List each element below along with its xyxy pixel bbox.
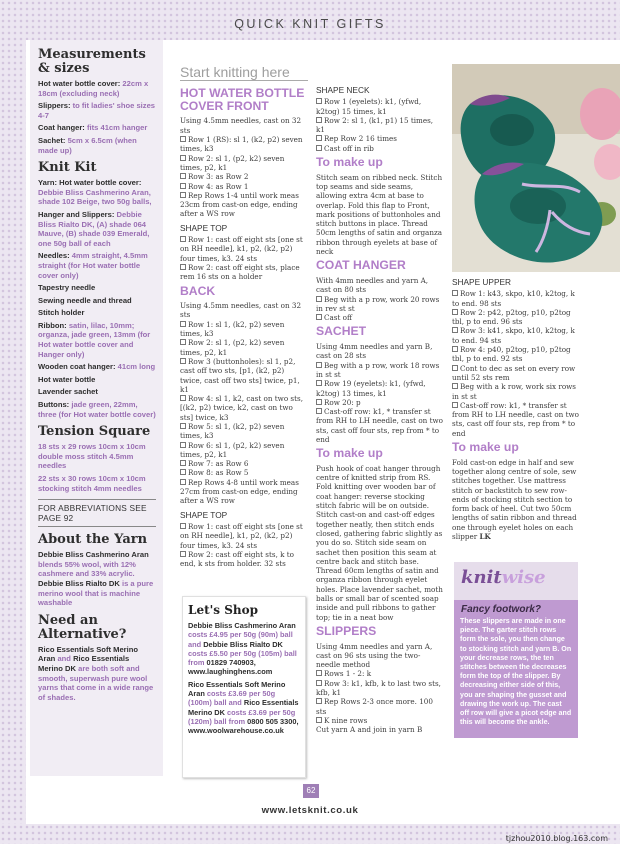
sachet-intro: Using 4mm needles and yarn B, cast on 28 sts: [316, 342, 433, 361]
spec-item: [38, 123, 156, 133]
make-up-heading-3: To make up: [452, 440, 519, 455]
pattern-row-text: Row 4: as Row 1: [188, 181, 249, 191]
make-up-heading-2: To make up: [316, 446, 383, 461]
slippers-photo: [452, 64, 620, 272]
checkbox-icon[interactable]: [180, 183, 186, 189]
pattern-row: [180, 182, 308, 191]
back-intro: Using 4.5mm needles, cast on 32 sts: [180, 301, 302, 320]
pattern-row: [316, 144, 444, 153]
shop-entry-1: Debbie Bliss Cashmerino Aran costs £4.95 per 50g (90m) ball and Debbie Bliss Rialto DK costs £5.50 per 50g (105m) ball from 01829 740903, www.laughinghens.com: [188, 621, 297, 677]
pattern-row-text: Cont to dec as set on every row until 52 sts rem: [452, 363, 576, 382]
make-up-heading-1: To make up: [316, 155, 383, 170]
pattern-row: [452, 345, 582, 364]
pattern-row: [316, 97, 444, 116]
pattern-row: [316, 398, 444, 407]
pattern-row-text: Cast-off row: k1, * transfer st from RH to LH needle, cast on two sts, cast off four sts, rep from * to end: [316, 407, 443, 444]
pattern-row: [180, 441, 308, 460]
pattern-row-text: Row 1: sl 1, (k2, p2) seven times, k3: [180, 319, 285, 339]
pattern-row-text: Row 5: sl 1, (k2, p2) seven times, k3: [180, 421, 285, 441]
abbreviations-note[interactable]: FOR ABBREVIATIONS SEE PAGE 92: [38, 499, 156, 527]
spec-value: Debbie Bliss Cashmerino Aran, shade 102 Beige, two 50g balls,: [38, 187, 152, 207]
pattern-row: [180, 154, 308, 173]
pattern-row-text: Row 3: k41, skpo, k10, k2tog, k to end. 94 sts: [452, 326, 575, 345]
spec-label: Slippers:: [38, 101, 71, 111]
checkbox-icon[interactable]: [180, 192, 186, 198]
sachet-heading: SACHET: [316, 324, 367, 339]
back-rows: [180, 320, 308, 506]
checkbox-icon[interactable]: [180, 358, 186, 364]
checkbox-icon[interactable]: [452, 365, 458, 371]
spec-label: Sewing needle and thread: [38, 295, 132, 305]
kit-heading: Knit Kit: [38, 160, 97, 176]
column-4: [452, 278, 582, 541]
spec-label: Wooden coat hanger:: [38, 362, 116, 372]
checkbox-icon[interactable]: [316, 135, 322, 141]
pattern-row-text: Row 1: cast off eight sts [one st on RH needle], k1, p2, (k2, p2) four times, k3. 24 sts: [180, 235, 303, 263]
spec-item: [38, 178, 156, 207]
checkbox-icon[interactable]: [316, 408, 322, 414]
pattern-row: [316, 116, 444, 135]
spec-value: 5cm x 6.5cm (when made up): [38, 135, 137, 155]
spec-label: Hot water bottle cover:: [38, 79, 121, 88]
shape-top-1-rows: [180, 235, 308, 281]
checkbox-icon[interactable]: [180, 155, 186, 161]
pattern-row-text: Row 3: as Row 2: [188, 172, 249, 182]
column-1: [180, 64, 308, 569]
lets-shop-box: [182, 596, 306, 778]
pattern-row: [180, 522, 308, 550]
checkbox-icon[interactable]: [316, 717, 322, 723]
shape-upper-heading: SHAPE UPPER: [452, 277, 512, 287]
spec-label: Needles:: [38, 251, 70, 261]
pattern-row: [180, 468, 308, 477]
pattern-row-text: Row 2: p42, p2tog, p10, p2tog tbl, p to end. 96 sts: [452, 307, 571, 327]
pattern-row: [180, 338, 308, 357]
checkbox-icon[interactable]: [316, 314, 322, 320]
pattern-row-text: Beg with a p row, work 18 rows in st st: [316, 360, 440, 379]
checkbox-icon[interactable]: [316, 380, 322, 386]
checkbox-icon[interactable]: [180, 339, 186, 345]
coat-hanger-intro: With 4mm needles and yarn A, cast on 80 sts: [316, 275, 429, 295]
pattern-row: [180, 135, 308, 154]
hwb-heading: HOT WATER BOTTLE COVER FRONT: [180, 86, 305, 113]
sidebar: [30, 40, 163, 776]
pattern-row: [452, 308, 582, 327]
spec-item: [38, 321, 156, 359]
spec-value: Debbie Bliss Rialto DK, (A) shade 064 Mauve, (B) shade 039 Emerald, one 50g ball of each: [38, 209, 150, 248]
pattern-row: [316, 407, 444, 444]
spec-item: [38, 79, 156, 98]
slippers-end: Cut yarn A and join in yarn B: [316, 725, 423, 735]
spec-label: Hanger and Slippers:: [38, 209, 115, 219]
pattern-row-text: Row 7: as Row 6: [188, 459, 249, 469]
spec-label: Tapestry needle: [38, 283, 96, 293]
shape-top-heading-2: SHAPE TOP: [180, 509, 228, 520]
pattern-row-text: Row 4: sl 1, k2, cast on two sts, [(k2, p2) twice, k2, cast on two sts] twice, k3: [180, 394, 303, 422]
pattern-row-text: Beg with a p row, work 20 rows in rev st st: [316, 294, 440, 313]
pattern-row: [452, 401, 582, 438]
spec-label: Ribbon:: [38, 320, 67, 330]
checkbox-icon[interactable]: [316, 670, 322, 676]
tension-1: 18 sts x 29 rows 10cm x 10cm double moss stitch 4.5mm needles: [38, 442, 146, 471]
back-heading: BACK: [180, 283, 216, 298]
pattern-row: [452, 289, 582, 308]
spec-item: [38, 210, 156, 248]
spec-item: [38, 136, 156, 155]
checkbox-icon[interactable]: [452, 346, 458, 352]
pattern-row-text: Row 1 (eyelets): k1, (yfwd, k2tog) 15 times, k1: [316, 97, 422, 116]
pattern-row-text: Row 1: k43, skpo, k10, k2tog, k to end. 98 sts: [452, 289, 575, 308]
shape-neck-rows: [316, 97, 444, 153]
checkbox-icon[interactable]: [180, 469, 186, 475]
pattern-row: [180, 422, 308, 441]
checkbox-icon[interactable]: [180, 523, 186, 529]
pattern-row: [452, 364, 582, 383]
shape-neck-heading: SHAPE NECK: [316, 85, 370, 95]
pattern-row-text: Row 2: cast off eight sts, k to end, k sts from holder. 32 sts: [180, 549, 294, 569]
pattern-row-text: Row 19 (eyelets): k1, (yfwd, k2tog) 13 times, k1: [316, 379, 426, 398]
pattern-row-text: Row 20: p: [324, 397, 361, 407]
checkbox-icon[interactable]: [316, 399, 322, 405]
pattern-row: [180, 263, 308, 282]
pattern-row: [452, 382, 582, 401]
spec-value: satin, lilac, 10mm; organza, jade green, 13mm (for Hot water bottle cover and Hanger only): [38, 320, 151, 359]
pattern-row: [180, 191, 308, 219]
checkbox-icon[interactable]: [180, 136, 186, 142]
spec-value: 22cm x 18cm (excluding neck): [38, 79, 149, 98]
measurements-list: [38, 79, 156, 155]
checkbox-icon[interactable]: [316, 145, 322, 151]
spec-label: Lavender sachet: [38, 387, 98, 397]
knitwise-subtitle: Fancy footwork?: [461, 604, 542, 615]
make-up-text-2: Push hook of coat hanger through centre of knitted strip from RS. Fold knitting over wooden bar of coat hanger: reverse stocking stitch fabric will be on outside. Stitch cast-on and cast-off edges together neatly, then stitch ends closed, gathering fabric slightly as you do so. Stitch side seam on sachet then position this seam at centre back and stitch base. Thread 60cm lengths of satin and organza ribbon through eyelet holes. Place lavender sachet, moth balls or small bar of scented soap inside and pull ribbons to gather top; tie in a neat bow: [316, 463, 443, 622]
pattern-row-text: Rep Rows 2-3 once more. 100 sts: [316, 697, 433, 716]
header-bar: [0, 0, 620, 40]
pattern-row: [316, 716, 444, 725]
pattern-row-text: Rep Rows 1-4 until work meas 23cm from cast-on edge, ending after a WS row: [180, 190, 299, 219]
yarn-heading: About the Yarn: [38, 532, 148, 548]
spec-item: [38, 296, 156, 306]
pattern-row: [180, 459, 308, 468]
checkbox-icon[interactable]: [452, 290, 458, 296]
spec-item: [38, 101, 156, 120]
pattern-row-text: Row 2: sl 1, (p2, k2) seven times, p2, k1: [180, 153, 285, 172]
spec-item: [38, 308, 156, 318]
footer-url[interactable]: www.letsknit.co.uk: [261, 805, 359, 816]
pattern-row-text: Cast off: [324, 313, 353, 323]
checkbox-icon[interactable]: [316, 362, 322, 368]
start-knitting-heading: Start knitting here: [180, 68, 308, 81]
hwb-intro: Using 4.5mm needles, cast on 32 sts: [180, 116, 302, 135]
checkbox-icon[interactable]: [180, 479, 186, 485]
spec-value: 41cm long: [117, 362, 156, 372]
measurements-heading: Measurements & sizes: [38, 47, 146, 76]
checkbox-icon[interactable]: [180, 264, 186, 270]
make-up-text-3: Fold cast-on edge in half and sew together along centre of sole, sew stitches together. Use mattress stitch or backstitch to sew row-ends of stocking stitch section to form back of heel. Cut two 50cm lengths of satin ribbon and thread one through eyelet holes on each slipper LK: [452, 457, 577, 542]
spec-value: to fit ladies' shoe sizes 4-7: [38, 101, 156, 120]
checkbox-icon[interactable]: [316, 698, 322, 704]
knitwise-logo: knitwise: [461, 567, 546, 588]
slippers-intro: Using 4mm needles and yarn A, cast on 96 sts using the two-needle method: [316, 641, 433, 670]
pattern-row: [180, 550, 308, 569]
checkbox-icon[interactable]: [180, 442, 186, 448]
checkbox-icon[interactable]: [452, 309, 458, 315]
checkbox-icon[interactable]: [180, 236, 186, 242]
spec-label: Stitch holder: [38, 308, 85, 318]
knitwise-text: These slippers are made in one piece. The garter stitch rows form the sole, you then change to stocking stitch and yarn B. On your decrease rows, the ten stitches between the decreases form the top of the slipper. By decreasing either side of this, you are shaping the gusset and drawing the work up. The cast off row will give a picot edge and this will become the ankle.: [460, 617, 572, 727]
checkbox-icon[interactable]: [180, 321, 186, 327]
yarn-text: Debbie Bliss Cashmerino Aran blends 55% wool, with 12% cashmere and 33% acrylic. Debbie Bliss Rialto DK is a pure merino wool that is machine washable: [38, 550, 154, 608]
shop-entry-2: Rico Essentials Soft Merino Aran costs £3.69 per 50g (100m) ball and Rico Essentials Merino DK costs £3.69 per 50g (120m) ball from 0800 505 3300, www.woolwarehouse.co.uk: [188, 679, 299, 736]
pattern-row: [180, 320, 308, 339]
slippers-rows: [316, 669, 444, 725]
alternative-text: Rico Essentials Soft Merino Aran and Rico Essentials Merino DK are both soft and smooth, superwash pure wool yarns that come in a wide range of shades.: [38, 644, 154, 702]
pattern-row-text: Row 2: sl 1, (p2, k2) seven times, p2, k1: [180, 338, 285, 357]
shape-top-2-rows: [180, 522, 308, 568]
pattern-row-text: K nine rows: [324, 715, 368, 725]
pattern-row-text: Rows 1 - 2: k: [324, 669, 372, 679]
spec-label: Hot water bottle: [38, 374, 96, 384]
slippers-heading: SLIPPERS: [316, 623, 377, 638]
checkbox-icon[interactable]: [316, 98, 322, 104]
hwb-rows: [180, 135, 308, 219]
pattern-row-text: Row 3: k1, kfb, k to last two sts, kfb, k1: [316, 678, 441, 697]
pattern-row-text: Rep Row 2 16 times: [324, 134, 397, 144]
checkbox-icon[interactable]: [180, 395, 186, 401]
pattern-row: [180, 478, 308, 506]
page-section-title: QUICK KNIT GIFTS: [234, 17, 386, 31]
spec-value: jade green, 22mm, three (for Hot water bottle cover): [38, 400, 156, 419]
page-number: 62: [303, 784, 319, 798]
pattern-row: [316, 679, 444, 698]
checkbox-icon[interactable]: [316, 296, 322, 302]
pattern-row-text: Row 1: cast off eight sts [one st on RH needle], k1, p2, (k2, p2) four times, k3. 24 sts: [180, 521, 303, 550]
column-2: [316, 86, 444, 734]
knitwise-box: [454, 562, 578, 738]
lets-shop-heading: Let's Shop: [188, 603, 259, 617]
make-up-text-1: Stitch seam on ribbed neck. Stitch top seams and side seams, allowing extra 4cm at base to overlap. Fold this flap to Front, mark positions of buttonholes and stitch buttons in place. Thread 50cm lengths of satin and organza ribbon through eyelets at base of neck: [316, 172, 443, 257]
spec-label: Yarn: Hot water bottle cover:: [38, 178, 142, 188]
shape-top-heading-1: SHAPE TOP: [180, 222, 228, 233]
pattern-row: [316, 295, 444, 314]
pattern-row-text: Cast-off row: k1, * transfer st from RH to LH needle, cast on two sts, cast off four sts, rep from * to end: [452, 400, 579, 438]
pattern-row: [316, 313, 444, 322]
tension-2: 22 sts x 30 rows 10cm x 10cm stocking stitch 4mm needles: [38, 474, 146, 493]
checkbox-icon[interactable]: [180, 551, 186, 557]
checkbox-icon[interactable]: [316, 117, 322, 123]
checkbox-icon[interactable]: [452, 327, 458, 333]
pattern-row-text: Row 4: p40, p2tog, p10, p2tog tbl, p to end. 92 sts: [452, 345, 571, 364]
spec-item: [38, 387, 156, 397]
pattern-row: [180, 357, 308, 394]
left-decor-strip: [0, 0, 26, 844]
watermark: tjzhou2010.blog.163.com: [505, 834, 608, 843]
kit-list: [38, 178, 156, 419]
checkbox-icon[interactable]: [180, 423, 186, 429]
knitwise-header: [454, 562, 578, 600]
sachet-rows: [316, 361, 444, 445]
spec-value: fits 41cm hanger: [86, 123, 148, 133]
pattern-row-text: Row 6: sl 1, (p2, k2) seven times, p2, k1: [180, 440, 285, 459]
spec-label: Sachet:: [38, 135, 66, 145]
spec-item: [38, 362, 156, 372]
pattern-row: [316, 379, 444, 398]
pattern-row-text: Row 1 (RS): sl 1, (k2, p2) seven times, k3: [180, 135, 303, 154]
spec-item: [38, 251, 156, 280]
spec-item: [38, 283, 156, 293]
tension-heading: Tension Square: [38, 424, 151, 440]
checkbox-icon[interactable]: [316, 680, 322, 686]
pattern-row: [180, 172, 308, 181]
pattern-row-text: Cast off in rib: [324, 143, 374, 153]
coat-hanger-heading: COAT HANGER: [316, 258, 406, 273]
pattern-row: [452, 326, 582, 345]
spec-item: [38, 375, 156, 385]
checkbox-icon[interactable]: [452, 383, 458, 389]
pattern-row-text: Row 8: as Row 5: [188, 468, 249, 478]
pattern-row: [316, 361, 444, 380]
pattern-row-text: Beg with a k row, work six rows in st st: [452, 382, 576, 401]
spec-label: Coat hanger:: [38, 123, 85, 133]
spec-value: 4mm straight, 4.5mm straight (for Hot water bottle cover only): [38, 251, 148, 280]
pattern-row: [316, 669, 444, 678]
checkbox-icon[interactable]: [180, 173, 186, 179]
spec-item: [38, 400, 156, 419]
checkbox-icon[interactable]: [180, 460, 186, 466]
pattern-row: [316, 697, 444, 716]
pattern-row-text: Row 2: cast off eight sts, place rem 16 sts on a holder: [180, 262, 300, 282]
alternative-heading: Need an Alternative?: [38, 612, 127, 642]
checkbox-icon[interactable]: [452, 402, 458, 408]
shape-upper-rows: [452, 289, 582, 438]
pattern-row-text: Row 2: sl 1, (k1, p1) 15 times, k1: [316, 115, 434, 135]
pattern-row-text: Rep Rows 4-8 until work meas 27cm from cast-on edge, ending after a WS row: [180, 477, 299, 506]
pattern-row: [180, 394, 308, 422]
pattern-row: [316, 134, 444, 143]
coat-hanger-rows: [316, 295, 444, 323]
pattern-row: [180, 235, 308, 263]
pattern-row-text: Row 3 (buttonholes): sl 1, p2, cast off two sts, [p1, (k2, p2) twice, cast off two sts] twice, p1, k1: [180, 356, 300, 394]
spec-label: Buttons:: [38, 400, 70, 410]
